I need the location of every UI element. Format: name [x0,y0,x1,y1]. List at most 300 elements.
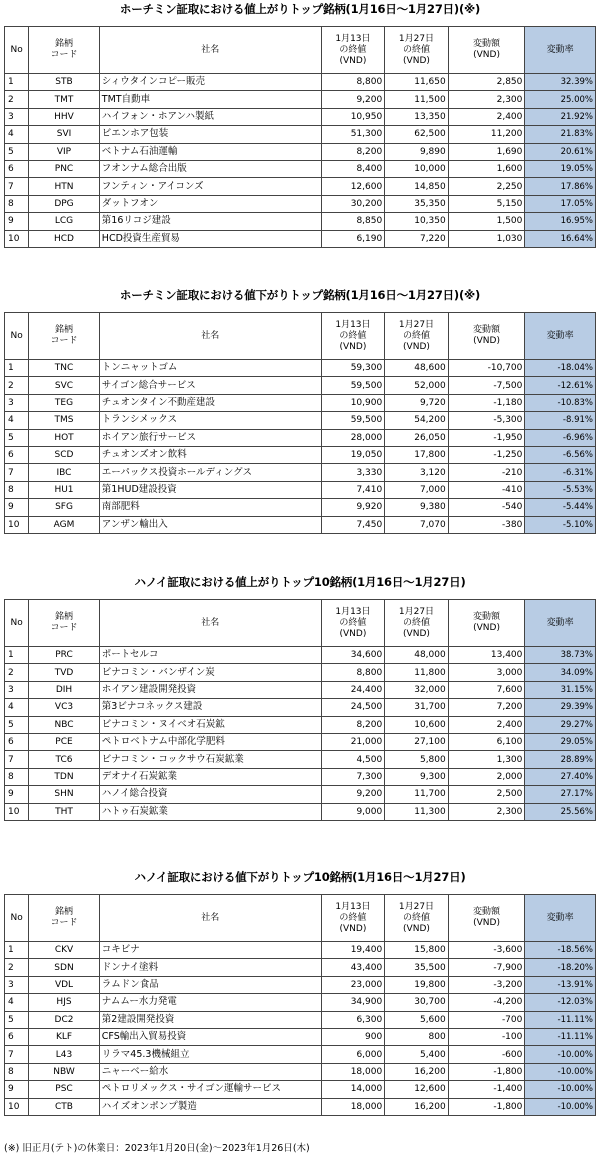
cell-num: 51,300 [321,126,385,143]
cell-num: 900 [321,1028,385,1045]
cell-num: -410 [448,481,525,498]
cell-rate: -11.11% [525,1011,596,1028]
cell-rate: -10.00% [525,1098,596,1115]
cell-code: CKV [29,942,100,959]
table-row [5,481,596,498]
header-price-jan27: 1月27日 の終値 (VND) [385,895,449,942]
cell-name: ペトロベトナム中部化学肥料 [99,733,321,750]
cell-code: SHN [29,786,100,803]
section-title: ハノイ証取における値下がりトップ10銘柄(1月16日～1月27日) [134,870,466,884]
cell-name: 第1HUD建設投資 [99,481,321,498]
cell-code: SCD [29,446,100,463]
cell-name: ハノイ総合投資 [99,786,321,803]
header-code: 銘柄 コード [29,313,100,360]
cell-num: 10,350 [385,213,449,230]
cell-no: 5 [5,429,29,446]
cell-rate: 38.73% [525,647,596,664]
cell-num: 2,500 [448,786,525,803]
cell-num: 59,300 [321,360,385,377]
cell-code: SFG [29,499,100,516]
header-no: No [5,27,29,74]
cell-no: 7 [5,178,29,195]
cell-name: チュオンズオン飲料 [99,446,321,463]
cell-code: HCD [29,230,100,247]
table-row [5,126,596,143]
cell-num: 24,500 [321,699,385,716]
cell-num: 28,000 [321,429,385,446]
cell-num: -210 [448,464,525,481]
cell-no: 5 [5,716,29,733]
cell-rate: 20.61% [525,143,596,160]
table-row [5,1011,596,1028]
cell-code: AGM [29,516,100,533]
table-row [5,959,596,976]
ranking-section [0,575,600,817]
section-title: ホーチミン証取における値上がりトップ銘柄(1月16日～1月27日)(※) [119,2,481,16]
cell-num: 1,300 [448,751,525,768]
table-row [5,213,596,230]
cell-num: -600 [448,1046,525,1063]
cell-num: 5,800 [385,751,449,768]
cell-code: DPG [29,195,100,212]
table-row [5,143,596,160]
header-name: 社名 [99,895,321,942]
cell-num: 6,000 [321,1046,385,1063]
cell-num: 14,000 [321,1081,385,1098]
section-title: ホーチミン証取における値下がりトップ銘柄(1月16日～1月27日)(※) [119,288,481,302]
header-rate: 変動率 [525,27,596,74]
cell-code: CTB [29,1098,100,1115]
cell-no: 5 [5,143,29,160]
cell-num: -540 [448,499,525,516]
header-rate: 変動率 [525,313,596,360]
cell-num: 10,000 [385,160,449,177]
cell-num: 1,600 [448,160,525,177]
cell-name: チュオンタイン不動産建設 [99,394,321,411]
cell-num: 13,350 [385,108,449,125]
table-row [5,464,596,481]
cell-num: 1,030 [448,230,525,247]
cell-num: 2,850 [448,74,525,91]
cell-num: 2,300 [448,803,525,820]
cell-num: 7,200 [448,699,525,716]
cell-no: 4 [5,994,29,1011]
cell-num: 13,400 [448,647,525,664]
cell-rate: -10.00% [525,1063,596,1080]
cell-no: 2 [5,91,29,108]
cell-num: 9,000 [321,803,385,820]
cell-num: 2,400 [448,716,525,733]
cell-code: THT [29,803,100,820]
cell-num: 48,000 [385,647,449,664]
cell-num: 9,200 [321,91,385,108]
cell-num: 15,800 [385,942,449,959]
table-row [5,647,596,664]
cell-name: 第3ビナコネックス建設 [99,699,321,716]
cell-no: 10 [5,803,29,820]
cell-code: HJS [29,994,100,1011]
cell-num: 32,000 [385,681,449,698]
cell-no: 8 [5,768,29,785]
cell-num: -1,250 [448,446,525,463]
cell-no: 6 [5,733,29,750]
cell-code: SVC [29,377,100,394]
cell-name: ハトゥ石炭鉱業 [99,803,321,820]
table-row [5,429,596,446]
ranking-section [0,870,600,1112]
cell-no: 6 [5,160,29,177]
header-change: 変動額 (VND) [448,600,525,647]
table-header-row [5,600,596,647]
cell-code: VC3 [29,699,100,716]
header-name: 社名 [99,27,321,74]
cell-name: コキビナ [99,942,321,959]
table-row [5,942,596,959]
cell-code: DIH [29,681,100,698]
table-row [5,108,596,125]
cell-code: TMS [29,412,100,429]
table-row [5,230,596,247]
cell-num: 7,070 [385,516,449,533]
table-header-row [5,313,596,360]
header-price-jan13: 1月13日 の終値 (VND) [321,313,385,360]
header-name: 社名 [99,600,321,647]
cell-num: 27,100 [385,733,449,750]
ranking-table [4,599,596,821]
cell-no: 7 [5,464,29,481]
cell-num: 35,350 [385,195,449,212]
cell-rate: -5.53% [525,481,596,498]
cell-num: 6,100 [448,733,525,750]
cell-no: 10 [5,516,29,533]
cell-num: -5,300 [448,412,525,429]
cell-rate: 27.17% [525,786,596,803]
header-price-jan13: 1月13日 の終値 (VND) [321,895,385,942]
header-no: No [5,313,29,360]
cell-no: 7 [5,1046,29,1063]
cell-num: 6,190 [321,230,385,247]
cell-rate: -5.44% [525,499,596,516]
cell-code: PCE [29,733,100,750]
header-price-jan13: 1月13日 の終値 (VND) [321,27,385,74]
cell-num: 7,300 [321,768,385,785]
table-row [5,716,596,733]
cell-num: 2,300 [448,91,525,108]
cell-name: HCD投資生産貿易 [99,230,321,247]
cell-num: -1,400 [448,1081,525,1098]
cell-num: 8,200 [321,716,385,733]
cell-num: -1,180 [448,394,525,411]
cell-name: サイゴン総合サービス [99,377,321,394]
table-header-row [5,895,596,942]
cell-name: トランシメックス [99,412,321,429]
cell-num: 19,400 [321,942,385,959]
cell-num: 10,600 [385,716,449,733]
ranking-table [4,894,596,1116]
cell-num: -1,800 [448,1063,525,1080]
cell-rate: -18.56% [525,942,596,959]
cell-num: 2,250 [448,178,525,195]
cell-no: 2 [5,664,29,681]
cell-rate: 17.86% [525,178,596,195]
cell-name: トンニャットゴム [99,360,321,377]
cell-num: 11,650 [385,74,449,91]
cell-num: 9,920 [321,499,385,516]
cell-code: TMT [29,91,100,108]
cell-num: 8,800 [321,664,385,681]
table-row [5,664,596,681]
table-row [5,1028,596,1045]
header-change: 変動額 (VND) [448,27,525,74]
cell-no: 8 [5,1063,29,1080]
cell-rate: 28.89% [525,751,596,768]
cell-no: 1 [5,360,29,377]
header-price-jan27: 1月27日 の終値 (VND) [385,600,449,647]
cell-code: IBC [29,464,100,481]
cell-no: 3 [5,976,29,993]
cell-name: リラマ45.3機械組立 [99,1046,321,1063]
cell-rate: 21.92% [525,108,596,125]
cell-name: ハイズオンポンプ製造 [99,1098,321,1115]
cell-no: 3 [5,681,29,698]
cell-num: 12,600 [321,178,385,195]
table-row [5,1046,596,1063]
cell-num: 5,600 [385,1011,449,1028]
cell-code: TDN [29,768,100,785]
cell-rate: -18.20% [525,959,596,976]
cell-code: VIP [29,143,100,160]
header-rate: 変動率 [525,600,596,647]
cell-num: -3,200 [448,976,525,993]
cell-num: 3,330 [321,464,385,481]
table-row [5,195,596,212]
cell-rate: -6.96% [525,429,596,446]
cell-num: 5,150 [448,195,525,212]
cell-no: 7 [5,751,29,768]
cell-num: 59,500 [321,412,385,429]
cell-code: HTN [29,178,100,195]
cell-code: NBC [29,716,100,733]
cell-num: 9,720 [385,394,449,411]
cell-name: 第2建設開発投資 [99,1011,321,1028]
cell-no: 10 [5,1098,29,1115]
cell-rate: 25.56% [525,803,596,820]
cell-no: 3 [5,394,29,411]
header-price-jan13: 1月13日 の終値 (VND) [321,600,385,647]
cell-rate: -12.61% [525,377,596,394]
cell-num: 1,690 [448,143,525,160]
cell-num: 11,700 [385,786,449,803]
cell-num: 24,400 [321,681,385,698]
ranking-table [4,26,596,248]
cell-rate: 27.40% [525,768,596,785]
cell-code: STB [29,74,100,91]
cell-name: TMT自動車 [99,91,321,108]
cell-no: 5 [5,1011,29,1028]
cell-num: 7,000 [385,481,449,498]
cell-num: 34,900 [321,994,385,1011]
table-row [5,1081,596,1098]
cell-rate: 25.00% [525,91,596,108]
table-row [5,733,596,750]
header-change: 変動額 (VND) [448,313,525,360]
cell-num: 8,400 [321,160,385,177]
cell-name: フンティン・アイコンズ [99,178,321,195]
table-row [5,377,596,394]
table-row [5,446,596,463]
cell-rate: 19.05% [525,160,596,177]
cell-rate: 16.64% [525,230,596,247]
table-row [5,360,596,377]
cell-name: シィウタインコピー販売 [99,74,321,91]
cell-name: ホイアン建設開発投資 [99,681,321,698]
header-price-jan27: 1月27日 の終値 (VND) [385,27,449,74]
cell-num: -100 [448,1028,525,1045]
cell-name: ダットフオン [99,195,321,212]
cell-code: TNC [29,360,100,377]
cell-num: 31,700 [385,699,449,716]
cell-name: CFS輸出入貿易投資 [99,1028,321,1045]
cell-no: 10 [5,230,29,247]
cell-no: 4 [5,126,29,143]
table-row [5,516,596,533]
cell-name: ビナコミン・バンザイン炭 [99,664,321,681]
cell-name: フオンナム総合出版 [99,160,321,177]
cell-code: DC2 [29,1011,100,1028]
cell-num: 17,800 [385,446,449,463]
cell-num: -7,500 [448,377,525,394]
cell-num: 14,850 [385,178,449,195]
cell-no: 6 [5,1028,29,1045]
cell-no: 9 [5,786,29,803]
cell-code: NBW [29,1063,100,1080]
cell-num: 59,500 [321,377,385,394]
cell-code: SDN [29,959,100,976]
table-row [5,786,596,803]
cell-num: -7,900 [448,959,525,976]
cell-rate: 17.05% [525,195,596,212]
table-row [5,178,596,195]
ranking-table [4,312,596,534]
cell-num: 7,410 [321,481,385,498]
ranking-section [0,2,600,244]
cell-num: -10,700 [448,360,525,377]
header-change: 変動額 (VND) [448,895,525,942]
cell-name: 第16リコジ建設 [99,213,321,230]
cell-rate: -11.11% [525,1028,596,1045]
cell-rate: -6.56% [525,446,596,463]
cell-num: 11,800 [385,664,449,681]
cell-num: 26,050 [385,429,449,446]
cell-name: ペトロリメックス・サイゴン運輸サービス [99,1081,321,1098]
table-row [5,160,596,177]
cell-rate: -18.04% [525,360,596,377]
cell-name: デオナイ石炭鉱業 [99,768,321,785]
cell-num: 18,000 [321,1098,385,1115]
cell-rate: 21.83% [525,126,596,143]
cell-num: 18,000 [321,1063,385,1080]
cell-code: PNC [29,160,100,177]
cell-no: 9 [5,1081,29,1098]
cell-code: TC6 [29,751,100,768]
cell-rate: -6.31% [525,464,596,481]
cell-name: ポートセルコ [99,647,321,664]
cell-rate: 31.15% [525,681,596,698]
cell-num: 48,600 [385,360,449,377]
cell-name: ベトナム石油運輸 [99,143,321,160]
cell-no: 3 [5,108,29,125]
table-row [5,394,596,411]
table-row [5,74,596,91]
cell-rate: 29.39% [525,699,596,716]
ranking-section [0,288,600,530]
table-row [5,751,596,768]
cell-num: -700 [448,1011,525,1028]
cell-rate: -10.83% [525,394,596,411]
cell-no: 4 [5,412,29,429]
cell-rate: -10.00% [525,1081,596,1098]
cell-no: 1 [5,647,29,664]
cell-code: LCG [29,213,100,230]
cell-num: 19,800 [385,976,449,993]
cell-code: PRC [29,647,100,664]
table-row [5,91,596,108]
cell-num: 62,500 [385,126,449,143]
table-row [5,499,596,516]
cell-code: L43 [29,1046,100,1063]
cell-name: ラムドン食品 [99,976,321,993]
cell-code: PSC [29,1081,100,1098]
cell-num: -380 [448,516,525,533]
cell-rate: -12.03% [525,994,596,1011]
table-header-row [5,27,596,74]
cell-num: 9,890 [385,143,449,160]
cell-code: HOT [29,429,100,446]
cell-num: 11,500 [385,91,449,108]
table-row [5,994,596,1011]
cell-num: 12,600 [385,1081,449,1098]
cell-no: 2 [5,959,29,976]
cell-num: 52,000 [385,377,449,394]
cell-num: 7,450 [321,516,385,533]
cell-code: TVD [29,664,100,681]
cell-rate: -10.00% [525,1046,596,1063]
cell-num: 5,400 [385,1046,449,1063]
cell-name: ドンナイ塗料 [99,959,321,976]
cell-rate: -5.10% [525,516,596,533]
header-no: No [5,895,29,942]
cell-num: 54,200 [385,412,449,429]
cell-name: 南部肥料 [99,499,321,516]
table-row [5,681,596,698]
cell-code: HHV [29,108,100,125]
cell-num: 30,700 [385,994,449,1011]
cell-num: 3,120 [385,464,449,481]
header-code: 銘柄 コード [29,600,100,647]
header-code: 銘柄 コード [29,895,100,942]
cell-num: 8,800 [321,74,385,91]
header-no: No [5,600,29,647]
table-row [5,768,596,785]
cell-num: 11,300 [385,803,449,820]
cell-no: 4 [5,699,29,716]
cell-num: -4,200 [448,994,525,1011]
cell-no: 6 [5,446,29,463]
cell-name: ホイアン旅行サービス [99,429,321,446]
cell-num: 16,200 [385,1063,449,1080]
cell-num: -1,950 [448,429,525,446]
cell-num: 1,500 [448,213,525,230]
